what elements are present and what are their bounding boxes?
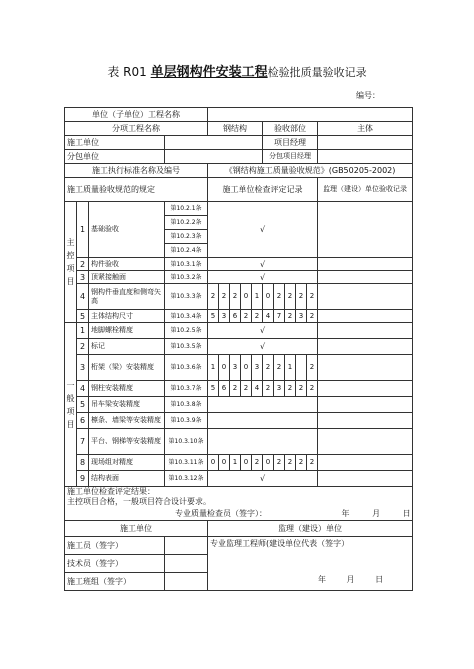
item-clause: 第10.3.4条: [165, 310, 208, 323]
item-clause: 第10.3.12条: [165, 471, 208, 487]
measure-cell: 7: [274, 310, 285, 323]
measure-cell: 2: [307, 381, 318, 397]
check-mark: [208, 429, 318, 455]
subitem-value: 钢结构: [208, 122, 263, 136]
measure-cell: 2: [219, 284, 230, 310]
supervision-record[interactable]: [318, 202, 413, 258]
measure-cell: 2: [274, 355, 285, 381]
item-name: 基础验收: [89, 202, 165, 258]
measure-cell: 2: [307, 455, 318, 471]
item-clause: 第10.2.4条: [165, 244, 208, 258]
item-clause: 第10.2.3条: [165, 230, 208, 244]
table-row: [65, 355, 413, 381]
table-row: [65, 310, 413, 323]
item-name: 主体结构尺寸: [89, 310, 165, 323]
item-number: 2: [77, 339, 89, 355]
measure-cell: 0: [263, 284, 274, 310]
item-name: 钢构件垂直度和侧弯矢高: [89, 284, 165, 310]
supervision-record[interactable]: [318, 413, 413, 429]
footer-year: 年: [318, 575, 326, 584]
measure-cell: 0: [241, 355, 252, 381]
item-clause: 第10.3.2条: [165, 271, 208, 284]
item-clause: 第10.3.11条: [165, 455, 208, 471]
check-mark: √: [208, 323, 318, 339]
measure-cell: 2: [296, 455, 307, 471]
inspection-table: [64, 107, 413, 591]
main-items-label: [65, 202, 77, 323]
acceptance-part-label: 验收部位: [263, 122, 318, 136]
unit-name-label: 单位（子单位）工程名称: [65, 108, 208, 122]
general-items-label: [65, 323, 77, 487]
supervision-record[interactable]: [318, 397, 413, 413]
table-row: [65, 381, 413, 397]
item-number: 6: [77, 413, 89, 429]
supervision-record[interactable]: [318, 339, 413, 355]
measure-cell: 3: [219, 310, 230, 323]
item-number: 3: [77, 355, 89, 381]
measure-cell: 1: [230, 455, 241, 471]
title-bold: 单层钢构件安装工程: [150, 65, 268, 80]
table-row: [65, 471, 413, 487]
measure-cell: 0: [263, 455, 274, 471]
item-number: 4: [77, 284, 89, 310]
item-number: 5: [77, 310, 89, 323]
table-row: [65, 284, 413, 310]
measure-cell: 5: [208, 310, 219, 323]
supervision-record[interactable]: [318, 455, 413, 471]
item-number: 5: [77, 397, 89, 413]
page-title: [0, 64, 474, 81]
spec-header: 施工质量验收规范的规定: [65, 178, 208, 202]
measure-cell: 2: [296, 381, 307, 397]
measure-cell: 3: [252, 355, 263, 381]
measure-cell: 2: [208, 284, 219, 310]
measure-cell: 2: [307, 355, 318, 381]
measure-cell: 0: [208, 455, 219, 471]
table-row: [65, 429, 413, 455]
table-row: [65, 413, 413, 429]
measure-cell: 6: [230, 310, 241, 323]
project-manager-value[interactable]: [318, 136, 413, 150]
subcontract-unit-value[interactable]: [165, 150, 263, 164]
measure-cell: 2: [285, 310, 296, 323]
check-mark: √: [208, 202, 318, 258]
item-clause: 第10.3.8条: [165, 397, 208, 413]
result-text: 主控项目合格，一般项目符合设计要求。: [65, 497, 413, 507]
measure-cell: 4: [252, 381, 263, 397]
item-name: 平台、钢梯等安装精度: [89, 429, 165, 455]
construction-unit-value[interactable]: [165, 136, 263, 150]
table-row: [65, 202, 413, 216]
supervision-record[interactable]: [318, 284, 413, 310]
check-mark: √: [208, 339, 318, 355]
supervision-record[interactable]: [318, 381, 413, 397]
measure-cell: 2: [230, 381, 241, 397]
measure-cell: [296, 355, 307, 381]
item-number: 4: [77, 381, 89, 397]
measure-cell: 2: [307, 310, 318, 323]
main-items-label-text: 主 控 项 目: [66, 238, 75, 286]
measure-cell: 2: [296, 284, 307, 310]
measure-cell: 0: [219, 455, 230, 471]
supervision-record[interactable]: [318, 310, 413, 323]
general-items-label-text: 一 般 项 目: [66, 380, 75, 429]
check-mark: √: [208, 271, 318, 284]
measure-cell: 1: [208, 355, 219, 381]
subcontract-manager-label: 分包项目经理: [263, 150, 318, 164]
footer-construction-unit: 施工单位: [65, 521, 208, 537]
item-clause: 第10.3.9条: [165, 413, 208, 429]
measure-cell: 0: [241, 284, 252, 310]
check-header: 施工单位检查评定记录: [208, 178, 318, 202]
measure-cell: 2: [252, 310, 263, 323]
item-clause: 第10.2.2条: [165, 216, 208, 230]
measure-cell: 2: [241, 381, 252, 397]
worker-sign-label: 施工员（签字）: [65, 537, 165, 555]
measure-cell: 1: [285, 355, 296, 381]
worker-sign-field[interactable]: [165, 537, 208, 555]
measure-cell: 2: [263, 355, 274, 381]
item-clause: 第10.3.5条: [165, 339, 208, 355]
measure-cell: 2: [274, 455, 285, 471]
footer-day: 日: [375, 575, 384, 584]
item-name: 钢柱安装精度: [89, 381, 165, 397]
measure-cell: 2: [274, 284, 285, 310]
item-name: 顶紧接触面: [89, 271, 165, 284]
result-label: 施工单位检查评定结果：: [65, 487, 413, 497]
table-row: [65, 323, 413, 339]
inspector-label: 专业质量检查员（签字）：: [175, 508, 267, 518]
item-number: 7: [77, 429, 89, 455]
title-rest: 检验批质量验收记录: [267, 66, 367, 79]
measure-cell: 2: [285, 381, 296, 397]
item-name: 现场组对精度: [89, 455, 165, 471]
technician-sign-field[interactable]: [165, 555, 208, 573]
subitem-label: 分项工程名称: [65, 122, 208, 136]
item-clause: 第10.3.6条: [165, 355, 208, 381]
standard-label: 施工执行标准名称及编号: [65, 164, 208, 178]
item-clause: 第10.3.7条: [165, 381, 208, 397]
item-name: 构件验收: [89, 258, 165, 271]
subcontract-unit-label: 分包单位: [65, 150, 165, 164]
measure-cell: 5: [208, 381, 219, 397]
form-number: 表 R01: [107, 65, 147, 79]
measure-cell: 0: [219, 355, 230, 381]
subcontract-manager-value[interactable]: [318, 150, 413, 164]
supervisor-sign-label: 专业监理工程师(建设单位代表（签字）: [210, 539, 350, 548]
item-number: 1: [77, 323, 89, 339]
measure-cell: 2: [241, 310, 252, 323]
technician-sign-label: 技术员（签字）: [65, 555, 165, 573]
result-day: 日: [402, 508, 411, 518]
standard-value: 《钢结构施工质量验收规范》(GB50205-2002): [208, 164, 413, 178]
acceptance-part-value: 主体: [318, 122, 413, 136]
supervision-record[interactable]: [318, 271, 413, 284]
footer-supervision-unit: 监理（建设）单位: [208, 521, 413, 537]
construction-unit-label: 施工单位: [65, 136, 165, 150]
table-row: [65, 455, 413, 471]
unit-name-value[interactable]: [208, 108, 413, 122]
measure-cell: 0: [241, 455, 252, 471]
measure-cell: 1: [252, 284, 263, 310]
item-number: 2: [77, 258, 89, 271]
table-row: [65, 397, 413, 413]
item-name: 桁架（梁）安装精度: [89, 355, 165, 381]
item-name: 檩条、墙梁等安装精度: [89, 413, 165, 429]
item-clause: 第10.3.3条: [165, 284, 208, 310]
item-name: 结构表面: [89, 471, 165, 487]
measure-cell: 4: [263, 310, 274, 323]
project-manager-label: 项目经理: [263, 136, 318, 150]
team-sign-label: 施工班组（签字）: [65, 573, 165, 591]
number-label: 编号：: [356, 91, 380, 100]
measure-cell: 2: [285, 284, 296, 310]
measure-cell: 3: [296, 310, 307, 323]
supervision-record[interactable]: [318, 429, 413, 455]
supervision-record[interactable]: [318, 323, 413, 339]
measure-cell: 3: [274, 381, 285, 397]
supervision-record[interactable]: [318, 471, 413, 487]
measure-cell: 2: [252, 455, 263, 471]
item-clause: 第10.3.1条: [165, 258, 208, 271]
supervision-header: 监理（建设）单位验收记录: [318, 178, 413, 202]
item-clause: 第10.3.10条: [165, 429, 208, 455]
supervision-record[interactable]: [318, 355, 413, 381]
item-number: 3: [77, 271, 89, 284]
table-row: [65, 258, 413, 271]
check-mark: [208, 413, 318, 429]
footer-month: 月: [346, 575, 355, 584]
item-number: 1: [77, 202, 89, 258]
result-month: 月: [372, 508, 381, 518]
result-year: 年: [341, 508, 350, 518]
item-name: 吊车梁安装精度: [89, 397, 165, 413]
check-mark: √: [208, 471, 318, 487]
supervision-record[interactable]: [318, 258, 413, 271]
item-name: 地脚螺栓精度: [89, 323, 165, 339]
check-mark: √: [208, 258, 318, 271]
item-name: 标记: [89, 339, 165, 355]
measure-cell: 2: [307, 284, 318, 310]
measure-cell: 2: [230, 284, 241, 310]
measure-cell: 3: [230, 355, 241, 381]
item-number: 8: [77, 455, 89, 471]
team-sign-field[interactable]: [165, 573, 208, 591]
item-clause: 第10.2.1条: [165, 202, 208, 216]
item-number: 9: [77, 471, 89, 487]
measure-cell: 6: [219, 381, 230, 397]
check-mark: [208, 397, 318, 413]
item-clause: 第10.2.5条: [165, 323, 208, 339]
table-row: [65, 339, 413, 355]
measure-cell: 2: [285, 455, 296, 471]
measure-cell: 2: [263, 381, 274, 397]
table-row: [65, 271, 413, 284]
